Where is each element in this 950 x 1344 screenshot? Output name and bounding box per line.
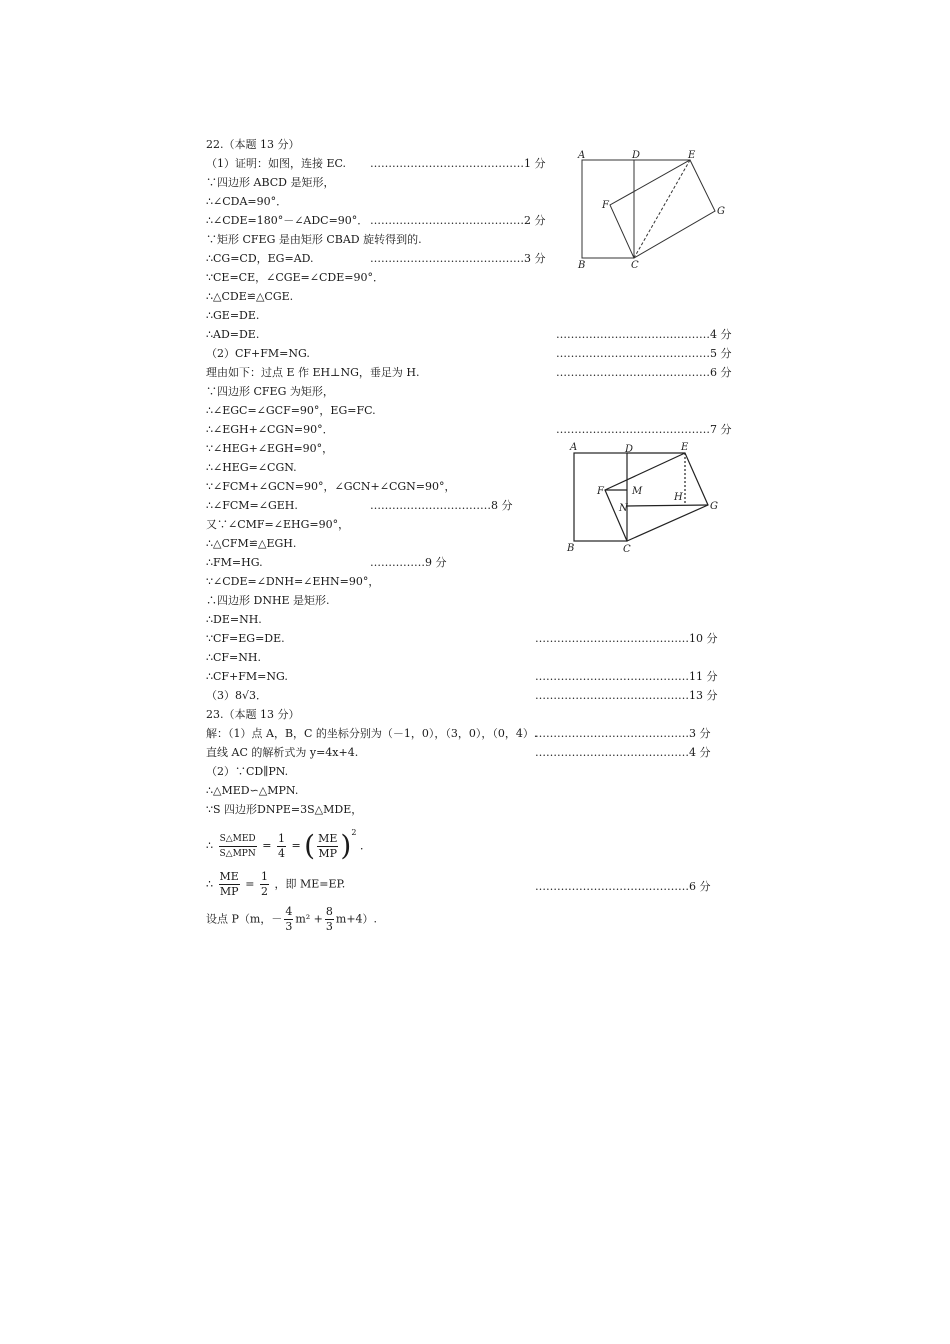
proof-line: ∵四边形 ABCD 是矩形， xyxy=(206,176,335,189)
proof-line: ∴CF+FM=NG. xyxy=(206,670,288,683)
formula-area-ratio: ∴ $\frac{\text{S△MED}}{\text{S△MPN}}$ = $\frac{1}{4}$ = ( $\frac{ME}{MP}$ )$^2$ ． xyxy=(206,828,371,862)
label-c: C xyxy=(631,260,639,268)
therefore-symbol: ∴ xyxy=(206,839,213,852)
q22-part1-intro: （1）证明：如图，连接 EC. xyxy=(206,157,347,170)
proof-line: ∴AD=DE. xyxy=(206,328,260,341)
label-m: M xyxy=(632,486,643,497)
proof-line: ∴DE=NH. xyxy=(206,613,262,626)
proof-line: ∴∠CDE=180°－∠ADC=90°． xyxy=(206,214,369,227)
label-d: D xyxy=(625,444,634,455)
fraction-four-thirds: $\frac{4}{3}$ xyxy=(285,905,293,933)
label-b: B xyxy=(578,260,586,268)
proof-line: ∴FM=HG. xyxy=(206,556,263,569)
formula-me-mp: ∴ $\frac{ME}{MP}$ = $\frac{1}{2}$ ，即 ME=EP. xyxy=(206,870,346,898)
score-marker: ……………………………………5 分 xyxy=(556,347,732,360)
score-marker: ……………………………………3 分 xyxy=(535,727,711,740)
proof-line: 又∵∠CMF=∠EHG=90°， xyxy=(206,518,350,531)
q22-part2-intro: （2）CF+FM=NG. xyxy=(206,347,310,360)
q23-title: 23.（本题 13 分） xyxy=(206,708,300,721)
score-marker: ……………………………………6 分 xyxy=(556,366,732,379)
q23-part2-intro: （2）∵CD∥PN. xyxy=(206,765,289,778)
proof-line: ∴CF=NH. xyxy=(206,651,261,664)
proof-line: ∴△CFM≌△EGH. xyxy=(206,537,297,550)
proof-line: ∴∠CDA=90°． xyxy=(206,195,288,208)
q22-title: 22.（本题 13 分） xyxy=(206,138,300,151)
fraction-me-mp: $\frac{ME}{MP}$ xyxy=(318,831,338,860)
score-marker: ……………………………………4 分 xyxy=(556,328,732,341)
proof-line: ∴∠FCM=∠GEH. xyxy=(206,499,298,512)
proof-line: 理由如下：过点 E 作 EH⊥NG，垂足为 H. xyxy=(206,366,420,379)
fraction-one-half: $\frac{1}{2}$ xyxy=(261,870,269,898)
rectangle-cfeg xyxy=(605,453,708,541)
score-marker: ……………………………………7 分 xyxy=(556,423,732,436)
label-a: A xyxy=(578,150,586,161)
proof-line: ∴∠HEG=∠CGN. xyxy=(206,461,297,474)
proof-line: ∴△CDE≌△CGE. xyxy=(206,290,294,303)
score-marker: ……………………………………13 分 xyxy=(535,689,718,702)
fraction-one-quarter: $\frac{1}{4}$ xyxy=(277,831,285,860)
formula-point-p: 设点 P（m，－ $\frac{4}{3}$ m² + $\frac{8}{3}$ m+4）. xyxy=(206,905,378,933)
score-marker: ……………………………8 分 xyxy=(370,499,513,512)
label-g: G xyxy=(717,206,725,217)
score-marker: ……………………………………2 分 xyxy=(370,214,546,227)
proof-line: ∴GE=DE. xyxy=(206,309,260,322)
proof-line: ∵四边形 CFEG 为矩形， xyxy=(206,385,334,398)
segment-ng xyxy=(627,505,708,506)
geometry-figure-1 xyxy=(570,148,740,268)
q22-part3-answer: （3）8√3． xyxy=(206,689,268,702)
label-b: B xyxy=(567,543,575,554)
therefore-symbol: ∴ xyxy=(206,877,213,891)
score-marker: ……………………………………10 分 xyxy=(535,632,718,645)
proof-line: ∵∠CDE=∠DNH=∠EHN=90°， xyxy=(206,575,380,588)
score-marker: ……………9 分 xyxy=(370,556,447,569)
label-d: D xyxy=(632,150,641,161)
geometry-figure-2 xyxy=(560,438,730,560)
rectangle-abcd xyxy=(574,453,627,541)
proof-line: ∴CG=CD，EG=AD. xyxy=(206,252,314,265)
proof-line: ∵∠FCM+∠GCN=90°，∠GCN+∠CGN=90°， xyxy=(206,480,456,493)
fraction-eight-thirds: $\frac{8}{3}$ xyxy=(325,905,333,933)
label-a: A xyxy=(570,442,578,453)
score-marker: ……………………………………3 分 xyxy=(370,252,546,265)
score-marker: ……………………………………6 分 xyxy=(535,880,711,893)
q23-part1: 解：（1）点 A，B，C 的坐标分别为（－1，0），（3，0），（0，4）. xyxy=(206,727,538,740)
score-marker: ……………………………………4 分 xyxy=(535,746,711,759)
proof-line: ∵S 四边形DNPE=3S△MDE， xyxy=(206,803,363,816)
label-f: F xyxy=(597,486,604,497)
proof-line: ∵矩形 CFEG 是由矩形 CBAD 旋转得到的. xyxy=(206,233,422,246)
score-marker: ……………………………………11 分 xyxy=(535,670,718,683)
proof-line: ∴∠EGC=∠GCF=90°，EG=FC. xyxy=(206,404,376,417)
label-g: G xyxy=(710,501,718,512)
proof-line: ∵CE=CE，∠CGE=∠CDE=90°． xyxy=(206,271,384,284)
proof-line: ∴△MED∽△MPN. xyxy=(206,784,299,797)
fraction-s-med-s-mpn: $\frac{\text{S△MED}}{\text{S△MPN}}$ xyxy=(219,833,256,859)
label-f: F xyxy=(602,200,609,211)
segment-ec-dashed xyxy=(634,160,690,258)
label-n: N xyxy=(619,503,628,514)
score-marker: ……………………………………1 分 xyxy=(370,157,546,170)
label-e: E xyxy=(681,442,689,453)
proof-line: ∵CF=EG=DE. xyxy=(206,632,285,645)
proof-line: ∵∠HEG+∠EGH=90°， xyxy=(206,442,334,455)
label-h: H xyxy=(674,492,683,503)
proof-line: ∴四边形 DNHE 是矩形. xyxy=(206,594,330,607)
fraction-me-mp-2: $\frac{ME}{MP}$ xyxy=(219,870,239,898)
label-e: E xyxy=(688,150,696,161)
proof-line: ∴∠EGH+∠CGN=90°． xyxy=(206,423,334,436)
q23-line-ac: 直线 AC 的解析式为 y=4x+4. xyxy=(206,746,359,759)
label-c: C xyxy=(623,544,631,555)
